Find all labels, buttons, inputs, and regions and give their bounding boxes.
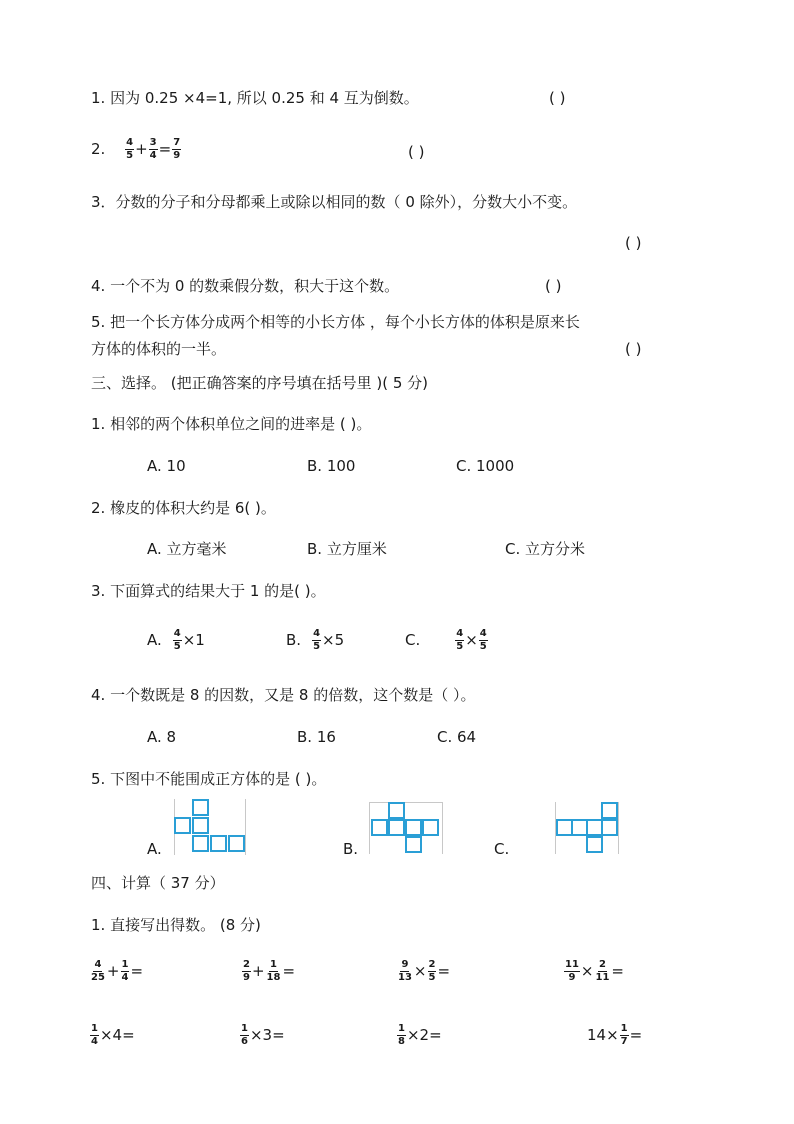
choice-q4-option-c[interactable]: C. 64 bbox=[437, 728, 477, 746]
net-square bbox=[371, 819, 388, 836]
net-square bbox=[601, 802, 618, 819]
choice-q1-option-a[interactable]: A. 10 bbox=[147, 457, 186, 475]
calc-r2-c3: $\frac{1}{8}$ ×2= bbox=[398, 1023, 442, 1047]
net-square bbox=[192, 835, 209, 852]
net-square bbox=[192, 799, 209, 816]
fraction: $\frac{1}{8}$ bbox=[398, 1023, 405, 1047]
judge-q1-text: 1. 因为 0.25 ×4=1, 所以 0.25 和 4 互为倒数。 bbox=[91, 89, 419, 107]
judge-q5-answer-paren[interactable]: ( ) bbox=[625, 340, 642, 358]
fraction: $\frac{7}{9}$ bbox=[173, 137, 181, 161]
calc-r1-c3: $\frac{9}{13}$ × $\frac{2}{5}$ = bbox=[398, 959, 451, 983]
cube-net-a[interactable] bbox=[174, 799, 246, 855]
judge-q2-answer-paren[interactable]: ( ) bbox=[408, 143, 425, 161]
judge-q1-answer-paren[interactable]: ( ) bbox=[549, 89, 566, 107]
net-square bbox=[586, 836, 603, 853]
choice-q3-option-c[interactable]: C. $\frac{4}{5}$ × $\frac{4}{5}$ bbox=[405, 628, 487, 652]
section4-title: 四、计算（ 37 分） bbox=[91, 874, 225, 892]
fraction: $\frac{4}{5}$ bbox=[313, 628, 321, 652]
net-square bbox=[210, 835, 227, 852]
judge-q2-number: 2. bbox=[91, 140, 106, 158]
calc-r2-c1: $\frac{1}{4}$ ×4= bbox=[91, 1023, 135, 1047]
net-square bbox=[601, 819, 618, 836]
fraction: $\frac{4}{5}$ bbox=[126, 137, 134, 161]
fraction: $\frac{2}{11}$ bbox=[595, 959, 610, 983]
choice-q2-option-b[interactable]: B. 立方厘米 bbox=[307, 540, 387, 558]
judge-q3-answer-paren[interactable]: ( ) bbox=[625, 234, 642, 252]
calc-r1-c2: $\frac{2}{9}$ + $\frac{1}{18}$ = bbox=[243, 959, 296, 983]
fraction: $\frac{3}{4}$ bbox=[149, 137, 157, 161]
choice-q4-option-b[interactable]: B. 16 bbox=[297, 728, 336, 746]
section4-sub1: 1. 直接写出得数。 (8 分) bbox=[91, 916, 261, 934]
judge-q5-line2: 方体的体积的一半。 bbox=[91, 340, 227, 358]
section3-title: 三、选择。 (把正确答案的序号填在括号里 )( 5 分) bbox=[91, 374, 429, 392]
fraction: $\frac{1}{18}$ bbox=[266, 959, 281, 983]
fraction: $\frac{4}{25}$ bbox=[91, 959, 105, 983]
choice-q3-option-b[interactable]: B. $\frac{4}{5}$ ×5 bbox=[286, 628, 345, 652]
choice-q2-text: 2. 橡皮的体积大约是 6( )。 bbox=[91, 499, 276, 517]
net-square bbox=[228, 835, 245, 852]
fraction: $\frac{4}{5}$ bbox=[173, 628, 181, 652]
choice-q1-option-b[interactable]: B. 100 bbox=[307, 457, 356, 475]
choice-q3-text: 3. 下面算式的结果大于 1 的是( )。 bbox=[91, 582, 326, 600]
cube-net-b[interactable] bbox=[369, 802, 443, 854]
fraction: $\frac{1}{7}$ bbox=[620, 1023, 628, 1047]
fraction: $\frac{11}{9}$ bbox=[565, 959, 579, 983]
choice-q5-option-b-label[interactable]: B. bbox=[343, 840, 359, 858]
net-square bbox=[174, 817, 191, 834]
calc-r1-c4: $\frac{11}{9}$ × $\frac{2}{11}$ = bbox=[565, 959, 624, 983]
net-square bbox=[388, 819, 405, 836]
cube-net-c[interactable] bbox=[555, 802, 619, 854]
choice-q2-option-c[interactable]: C. 立方分米 bbox=[505, 540, 586, 558]
net-square bbox=[405, 836, 422, 853]
net-square bbox=[388, 802, 405, 819]
judge-q4-answer-paren[interactable]: ( ) bbox=[545, 277, 562, 295]
calc-r2-c2: $\frac{1}{6}$ ×3= bbox=[241, 1023, 285, 1047]
fraction: $\frac{4}{5}$ bbox=[456, 628, 464, 652]
choice-q4-option-a[interactable]: A. 8 bbox=[147, 728, 177, 746]
judge-q2: 2. $\frac{4}{5}$ + $\frac{3}{4}$ = $\frac{7}{9}$ bbox=[91, 137, 181, 161]
choice-q1-option-c[interactable]: C. 1000 bbox=[456, 457, 515, 475]
judge-q5-line1: 5. 把一个长方体分成两个相等的小长方体 ，每个小长方体的体积是原来长 bbox=[91, 313, 580, 331]
calc-r2-c4: 14× $\frac{1}{7}$ = bbox=[587, 1023, 643, 1047]
judge-q4-text: 4. 一个不为 0 的数乘假分数，积大于这个数。 bbox=[91, 277, 400, 295]
net-square bbox=[405, 819, 422, 836]
judge-q3-text: 3．分数的分子和分母都乘上或除以相同的数（ 0 除外），分数大小不变。 bbox=[91, 193, 578, 211]
fraction: $\frac{2}{9}$ bbox=[243, 959, 250, 983]
choice-q1-text: 1. 相邻的两个体积单位之间的进率是 ( )。 bbox=[91, 415, 372, 433]
fraction: $\frac{1}{4}$ bbox=[91, 1023, 98, 1047]
choice-q5-option-a-label[interactable]: A. bbox=[147, 840, 162, 858]
fraction: $\frac{4}{5}$ bbox=[479, 628, 487, 652]
calc-r1-c1: $\frac{4}{25}$ + $\frac{1}{4}$ = bbox=[91, 959, 144, 983]
choice-q2-option-a[interactable]: A. 立方毫米 bbox=[147, 540, 227, 558]
fraction: $\frac{1}{6}$ bbox=[241, 1023, 248, 1047]
choice-q4-text: 4. 一个数既是 8 的因数，又是 8 的倍数，这个数是（ ）。 bbox=[91, 686, 476, 704]
fraction: $\frac{2}{5}$ bbox=[428, 959, 436, 983]
fraction: $\frac{9}{13}$ bbox=[398, 959, 412, 983]
choice-q5-text: 5. 下图中不能围成正方体的是 ( )。 bbox=[91, 770, 327, 788]
fraction: $\frac{1}{4}$ bbox=[121, 959, 129, 983]
choice-q3-option-a[interactable]: A. $\frac{4}{5}$ ×1 bbox=[147, 628, 205, 652]
net-square bbox=[422, 819, 439, 836]
choice-q5-option-c-label[interactable]: C. bbox=[494, 840, 510, 858]
net-square bbox=[192, 817, 209, 834]
